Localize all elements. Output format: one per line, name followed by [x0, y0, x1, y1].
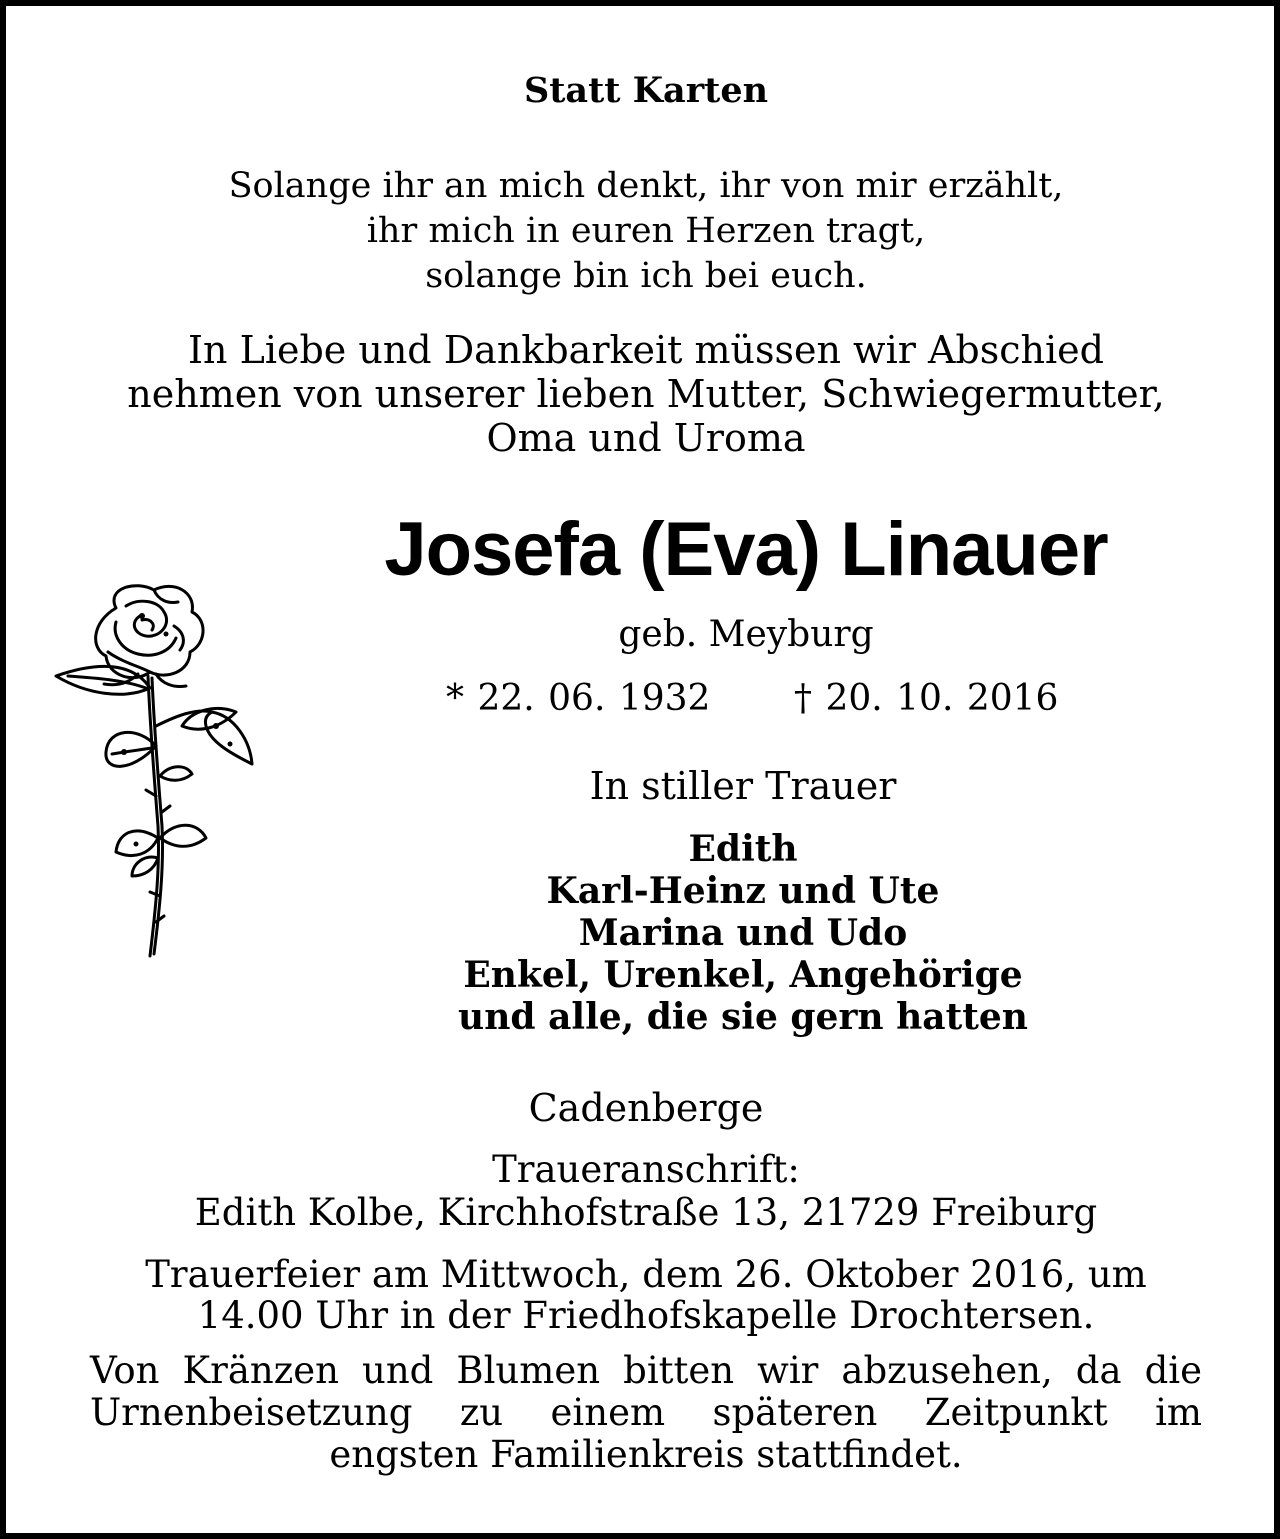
birth-date: * 22. 06. 1932: [446, 678, 711, 719]
mourner: Marina und Udo: [578, 912, 908, 954]
mourning-label: In stiller Trauer: [589, 764, 897, 808]
ceremony-info: [6, 1254, 1280, 1336]
mourner: und alle, die sie gern hatten: [458, 996, 1028, 1038]
ceremony-line: Trauerfeier am Mittwoch, dem 26. Oktober 2016, um: [145, 1253, 1147, 1296]
flowers-line: engsten Familienkreis stattfindet.: [329, 1433, 963, 1476]
quote-line: Solange ihr an mich denkt, ihr von mir erzählt,: [228, 166, 1064, 206]
birth-name: geb. Meyburg: [618, 614, 874, 655]
mourner: Karl-Heinz und Ute: [546, 870, 940, 912]
intro-line: Oma und Uroma: [486, 416, 806, 460]
ceremony-line: 14.00 Uhr in der Friedhofskapelle Drochtersen.: [197, 1294, 1095, 1337]
address-label: Traueranschrift:: [492, 1148, 800, 1191]
place: Cadenberge: [528, 1086, 764, 1130]
mourning-address: [6, 1148, 1280, 1234]
mourners-list: [443, 828, 1043, 1038]
address-text: Edith Kolbe, Kirchhofstraße 13, 21729 Freiburg: [194, 1191, 1098, 1234]
flowers-line: Von Kränzen und Blumen bitten wir abzusehen, da die: [90, 1349, 1202, 1392]
memorial-quote: [6, 164, 1280, 299]
header-statt-karten: Statt Karten: [523, 70, 769, 111]
flowers-line: Urnenbeisetzung zu einem späteren Zeitpunkt im: [90, 1391, 1202, 1434]
flowers-note: [90, 1350, 1202, 1476]
death-date: † 20. 10. 2016: [794, 678, 1059, 719]
mourner: Edith: [688, 828, 798, 870]
intro-text: [6, 328, 1280, 460]
quote-line: ihr mich in euren Herzen tragt,: [366, 211, 926, 251]
intro-line: nehmen von unserer lieben Mutter, Schwiegermutter,: [127, 372, 1165, 416]
intro-line: In Liebe und Dankbarkeit müssen wir Abschied: [188, 328, 1104, 372]
quote-line: solange bin ich bei euch.: [425, 256, 867, 296]
deceased-name: Josefa (Eva) Linauer: [384, 507, 1108, 592]
mourner: Enkel, Urenkel, Angehörige: [463, 954, 1023, 996]
rose-icon: [46, 576, 256, 966]
